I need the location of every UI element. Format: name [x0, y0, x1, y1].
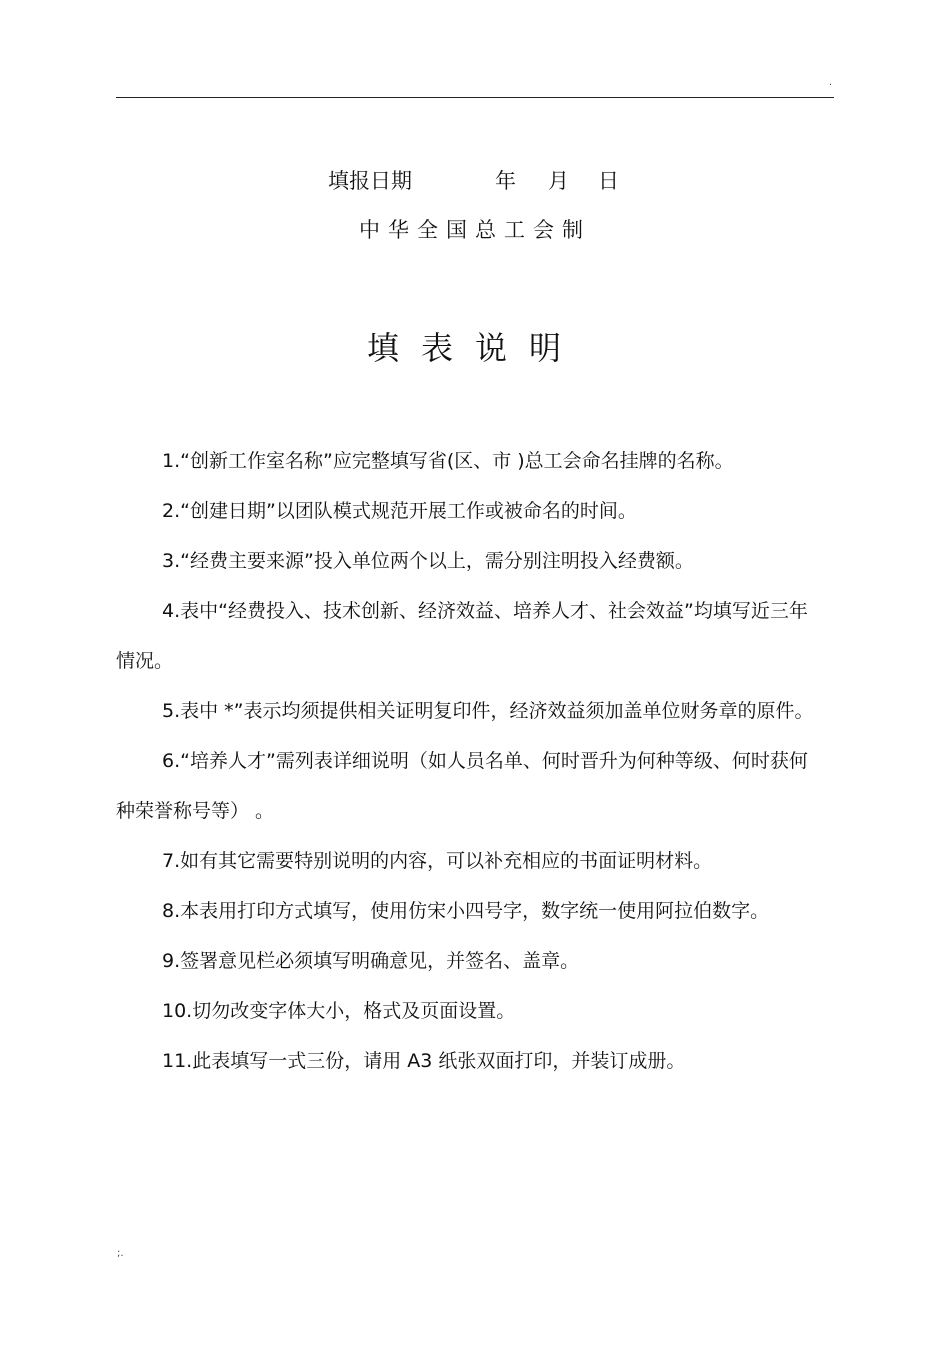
top-dot: ·: [828, 80, 832, 91]
bottom-mark: ;.: [117, 1248, 124, 1259]
instructions-list: [116, 436, 816, 1086]
instruction-item: 10.切勿改变字体大小，格式及页面设置。: [162, 1000, 516, 1022]
issuer: 中华全国总工会制: [359, 218, 591, 242]
header-rule: [116, 97, 834, 98]
instruction-item: 9.签署意见栏必须填写明确意见，并签名、盖章。: [162, 950, 580, 972]
instruction-item: 11.此表填写一式三份，请用 A3 纸张双面打印，并装订成册。: [162, 1050, 686, 1072]
date-day: 日: [598, 169, 619, 193]
date-label: 填报日期: [328, 169, 412, 193]
date-month: 月: [548, 169, 569, 193]
instruction-item: 7.如有其它需要特别说明的内容，可以补充相应的书面证明材料。: [162, 850, 713, 872]
instruction-item: 1.“创新工作室名称”应完整填写省(区、市 )总工会命名挂牌的名称。: [162, 450, 734, 472]
instruction-item: 4.表中“经费投入、技术创新、经济效益、培养人才、社会效益”均填写近三年情况。: [116, 600, 808, 672]
date-year: 年: [495, 169, 516, 193]
instruction-item: 8.本表用打印方式填写，使用仿宋小四号字，数字统一使用阿拉伯数字。: [162, 900, 770, 922]
instruction-item: 5.表中 *”表示均须提供相关证明复印件，经济效益须加盖单位财务章的原件。: [162, 700, 814, 722]
instruction-item: 6.“培养人才”需列表详细说明（如人员名单、何时晋升为何种等级、何时获何种荣誉称号等） 。: [116, 750, 808, 822]
instruction-item: 3.“经费主要来源”投入单位两个以上，需分别注明投入经费额。: [162, 550, 694, 572]
section-title: 填表说明: [366, 329, 583, 367]
instruction-item: 2.“创建日期”以团队模式规范开展工作或被命名的时间。: [162, 500, 637, 522]
